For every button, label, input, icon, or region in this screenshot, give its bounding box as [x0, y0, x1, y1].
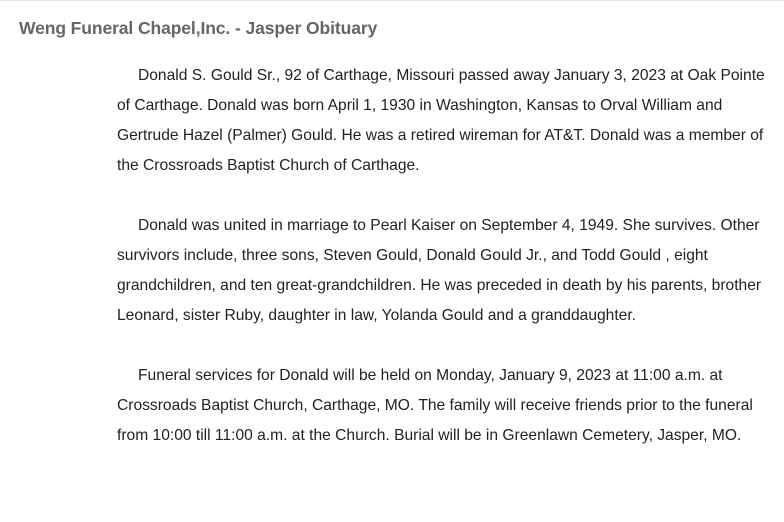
obituary-paragraph-3: Funeral services for Donald will be held on Monday, January 9, 2023 at 11:00 a.m. at Crossroads Baptist Church, Carthage, MO. The family will receive friends prior to the funeral from 10:00 till 11:00 a.m. at the Church. Burial will be in Greenlawn Cemetery, Jasper, MO. [117, 367, 753, 444]
page-title: Weng Funeral Chapel,Inc. - Jasper Obituary [19, 18, 378, 38]
top-divider [0, 0, 784, 1]
obituary-paragraph-1: Donald S. Gould Sr., 92 of Carthage, Missouri passed away January 3, 2023 at Oak Pointe of Carthage. Donald was born April 1, 1930 in Washington, Kansas to Orval William and Gertrude Hazel (Palmer) Gould. He was a retired wireman for AT&T. Donald was a member of the Crossroads Baptist Church of Carthage. [117, 67, 765, 174]
obituary-paragraph-2: Donald was united in marriage to Pearl Kaiser on September 4, 1949. She survives. Other survivors include, three sons, Steven Gould, Donald Gould Jr., and Todd Gould , eight grandchildren, and ten great-grandchildren. He was preceded in death by his parents, brother Leonard, sister Ruby, daughter in law, Yolanda Gould and a granddaughter. [117, 217, 762, 324]
obituary-body [117, 61, 777, 451]
